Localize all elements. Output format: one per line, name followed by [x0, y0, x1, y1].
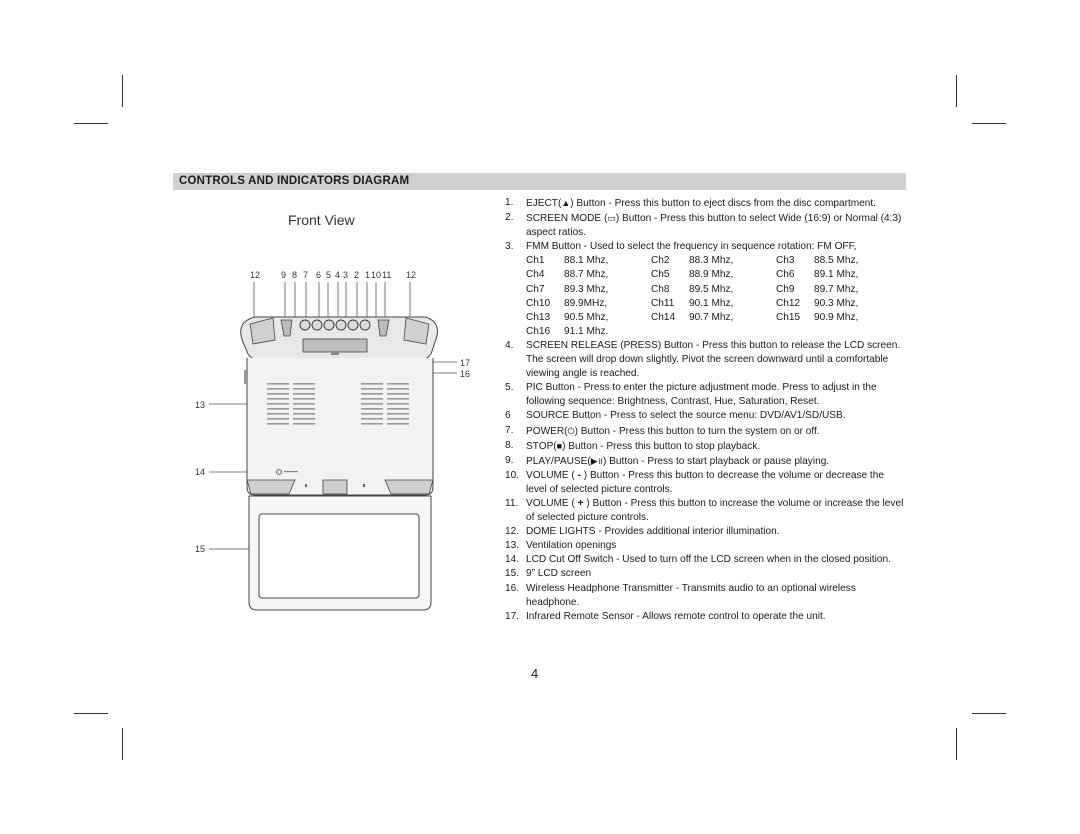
callout-8: 8 [292, 270, 298, 280]
plus-icon: + [577, 497, 584, 509]
crop-mark [956, 728, 957, 760]
crop-mark [972, 123, 1006, 124]
list-item: 11. VOLUME ( + ) Button - Press this button to increase the volume or increase the level of selected picture controls. [505, 497, 904, 524]
fm-channel-table [526, 254, 858, 339]
diagram-title: Front View [288, 212, 355, 228]
controls-list [505, 196, 905, 624]
callout-9: 9 [281, 270, 287, 280]
eject-icon: ▲ [561, 198, 571, 208]
screen-mode-icon: ▭ [607, 213, 616, 224]
crop-mark [122, 75, 123, 107]
table-row: Ch16 91.1 Mhz. [526, 325, 609, 337]
list-item: 4. SCREEN RELEASE (PRESS) Button - Press this button to release the LCD screen. The screen will drop down slightly. Pivot the screen downward until a comfortable viewing angle is reached. [505, 339, 901, 380]
list-item: 2. SCREEN MODE (▭) Button - Press this button to select Wide (16:9) or Normal (4:3) aspect ratios. [505, 212, 902, 239]
callout-13: 13 [195, 400, 206, 410]
list-item: 6 SOURCE Button - Press to select the source menu: DVD/AV1/SD/USB. [505, 410, 846, 422]
list-item: 1. EJECT(▲) Button - Press this button to eject discs from the disc compartment. [505, 197, 876, 209]
section-title: CONTROLS AND INDICATORS DIAGRAM [179, 175, 410, 187]
list-item: 15. 9” LCD screen [505, 568, 592, 580]
table-row: Ch1 88.1 Mhz, Ch2 88.3 Mhz, Ch3 88.5 Mhz, [526, 255, 859, 267]
callout-10: 10 [371, 270, 382, 280]
list-item: 12. DOME LIGHTS - Provides additional interior illumination. [505, 526, 780, 538]
list-item: 5. PIC Button - Press to enter the picture adjustment mode. Press to adjust in the following sequence: Brightness, Contrast, Hue, Saturation, Reset. [505, 382, 877, 408]
list-item: 16. Wireless Headphone Transmitter - Transmits audio to an optional wireless headphone. [505, 582, 856, 608]
list-item: 17. Infrared Remote Sensor - Allows remote control to operate the unit. [505, 610, 826, 622]
crop-mark [122, 728, 123, 760]
callout-5: 5 [326, 270, 332, 280]
callout-17: 17 [460, 358, 471, 368]
callout-12-left: 12 [250, 270, 261, 280]
list-item: 14. LCD Cut Off Switch - Used to turn off the LCD screen when in the closed position. [505, 554, 891, 566]
callout-12-right: 12 [406, 270, 417, 280]
table-row: Ch4 88.7 Mhz, Ch5 88.9 Mhz, Ch6 89.1 Mhz, [526, 269, 859, 281]
lcd-screen [259, 514, 419, 598]
list-item: 8. STOP(■) Button - Press this button to stop playback. [505, 439, 761, 452]
table-row: Ch10 89.9MHz, Ch11 90.1 Mhz, Ch12 90.3 Mhz, [526, 297, 859, 309]
callout-15: 15 [195, 544, 206, 554]
play-pause-icon: ▶॥ [590, 455, 604, 466]
page-number: 4 [531, 666, 539, 681]
list-item: 9. PLAY/PAUSE(▶॥) Button - Press to start playback or pause playing. [505, 454, 830, 467]
callout-11: 11 [382, 270, 392, 280]
callout-14: 14 [195, 467, 206, 477]
table-row: Ch7 89.3 Mhz, Ch8 89.5 Mhz, Ch9 89.7 Mhz, [526, 283, 859, 295]
crop-mark [956, 75, 957, 107]
callout-6: 6 [316, 270, 322, 280]
stop-icon: ■ [556, 440, 563, 451]
section-header-bar [173, 173, 906, 190]
crop-mark [74, 123, 108, 124]
callout-2: 2 [354, 270, 360, 280]
table-row: Ch13 90.5 Mhz, Ch14 90.7 Mhz, Ch15 90.9 Mhz, [526, 311, 859, 323]
callout-1: 1 [365, 270, 371, 280]
callout-3: 3 [343, 270, 349, 280]
device-body [241, 317, 438, 610]
list-item: 10. VOLUME ( - ) Button - Press this button to decrease the volume or decrease the level of selected picture controls. [505, 469, 884, 495]
callout-7: 7 [303, 270, 309, 280]
callout-4: 4 [335, 270, 341, 280]
power-icon: ⏻ [567, 425, 575, 436]
list-item: 3. FMM Button - Used to select the frequency in sequence rotation: FM OFF, Ch1 88.1 Mhz, Ch2 88.3 Mhz, Ch3 88.5 Mhz, Ch4 88.7 Mhz, Ch5 88.9 Mhz, Ch6 89.1 Mhz, Ch7 89.3 Mhz, Ch8 89.5 Mhz, Ch9 89.7 Mhz, Ch10 89.9MHz, Ch11 90.1 Mhz, Ch12 90.3 Mhz, Ch13 90.5 Mhz, Ch14 90.7 Mhz, Ch15 90.9 Mhz, Ch16 91.1 Mhz. [505, 240, 905, 339]
minus-icon: - [577, 469, 581, 481]
list-item: 7. POWER(⏻) Button - Press this button to turn the system on or off. [505, 424, 820, 437]
crop-mark [74, 713, 108, 714]
callout-16: 16 [460, 369, 471, 379]
front-view-diagram [185, 262, 485, 620]
crop-mark [972, 713, 1006, 714]
list-item: 13. Ventilation openings [505, 540, 617, 552]
